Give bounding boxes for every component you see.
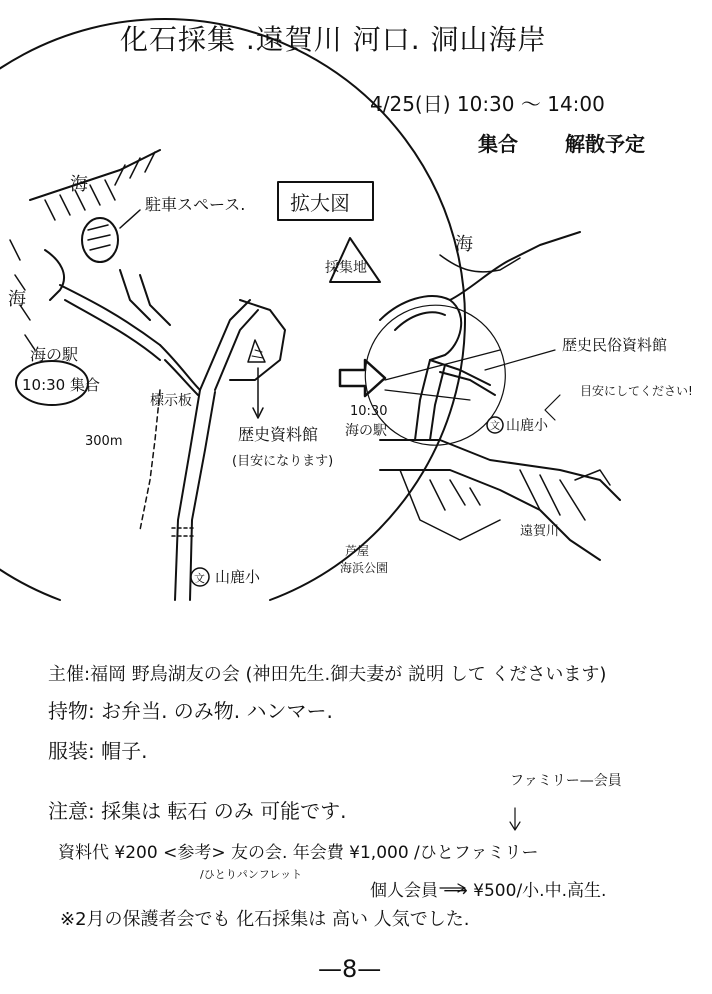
- sign-label: 標示板: [150, 393, 192, 409]
- organizer-line: 主催:福岡 野鳥湖友の会 (神田先生.御夫妻が 説明 して くださいます): [48, 664, 607, 685]
- family-note: ファミリー—会員: [510, 773, 622, 789]
- event-date: 4/25(日) 10:30 〜 14:00: [370, 92, 605, 116]
- park-label-2: 海浜公園: [340, 561, 389, 575]
- station-label: 海の駅: [30, 345, 79, 364]
- landmark-note: 目安にしてください!: [580, 384, 693, 398]
- river-label: 遠賀川: [520, 524, 560, 539]
- popular-note: ※2月の保護者会でも 化石採集は 高い 人気でした.: [60, 909, 470, 930]
- assemble-label: 集合: [478, 132, 518, 156]
- page-number: —8—: [318, 955, 382, 983]
- collect-site-label: 採集地: [325, 260, 367, 276]
- sea-label-top: 海: [70, 174, 88, 195]
- left-school-label: 山鹿小: [215, 568, 261, 586]
- note-line: 注意: 採集は 転石 のみ 可能です.: [48, 799, 347, 823]
- right-school-mark-text: 文: [490, 421, 500, 432]
- sea-label-left: 海: [8, 289, 26, 310]
- items-line: 持物: お弁当. のみ物. ハンマー.: [48, 699, 333, 723]
- museum-note-left: (目安になります): [232, 454, 334, 469]
- individual-fee-line: 個人会員 ⟶ ¥500/小.中.高生.: [370, 881, 607, 901]
- dismiss-label: 解散予定: [565, 132, 645, 156]
- per-person-note: /ひとりパンフレット: [200, 868, 303, 881]
- right-school-label: 山鹿小: [506, 418, 548, 434]
- direction-arrow: [340, 360, 385, 396]
- station-meet-label: 10:30 集合: [22, 376, 100, 394]
- museum-label-left: 歴史資料館: [238, 425, 319, 444]
- sea-label-right: 海: [455, 234, 473, 255]
- station-label-right: 海の駅: [345, 423, 387, 439]
- page-title: 化石採集 .遠賀川 河口. 洞山海岸: [120, 23, 547, 56]
- fees-line: 資料代 ¥200 <参考> 友の会. 年会費 ¥1,000 /ひとファミリー: [58, 843, 539, 863]
- museum-label-right: 歴史民俗資料館: [562, 336, 668, 354]
- clothes-line: 服装: 帽子.: [48, 739, 148, 763]
- parking-label: 駐車スペース.: [145, 195, 246, 214]
- zoom-label: 拡大図: [290, 191, 350, 215]
- left-school-mark-text: 文: [194, 572, 205, 585]
- left-map-circle: [0, 19, 465, 600]
- distance-label: 300m: [85, 434, 123, 449]
- time-label-right: 10:30: [350, 404, 388, 419]
- park-label-1: 芦屋: [345, 544, 370, 558]
